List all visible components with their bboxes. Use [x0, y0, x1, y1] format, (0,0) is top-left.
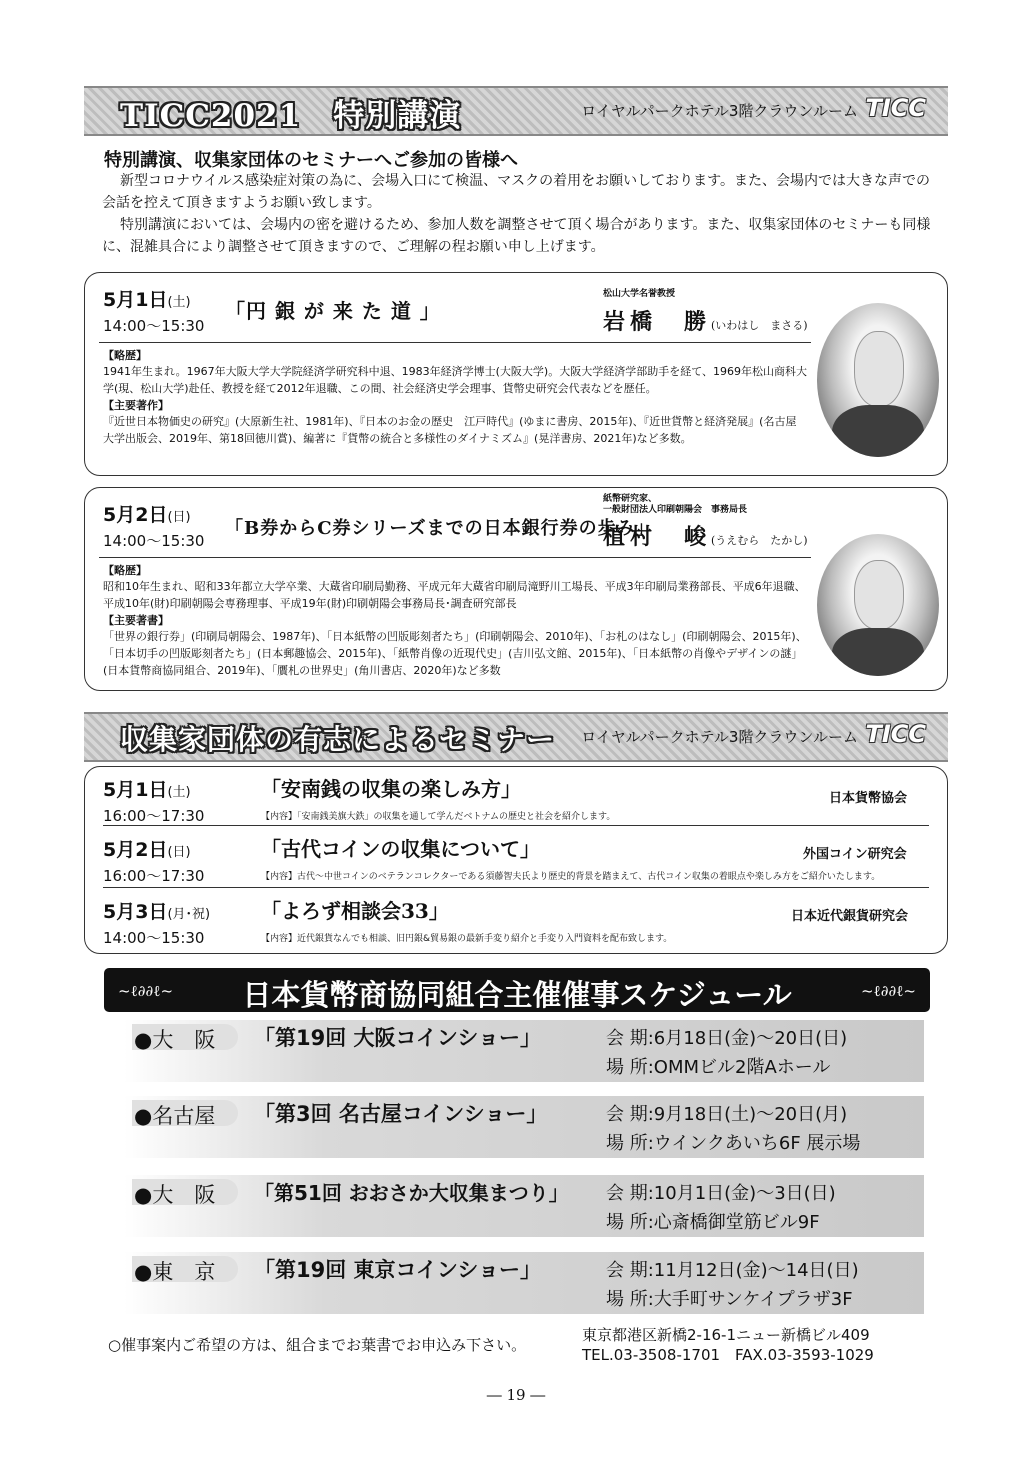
ticc-logo: TICC: [865, 720, 926, 748]
footer-address: 東京都港区新橋2-16-1ニュー新橋ビル409: [582, 1326, 870, 1344]
event-name: 「第3回 名古屋コインショー」: [254, 1102, 548, 1126]
lecture-time: 14:00〜15:30: [103, 317, 205, 335]
event-name: 「第19回 大阪コインショー」: [254, 1026, 541, 1050]
period-value: 11月12日(金)〜14日(日): [653, 1260, 859, 1281]
works-label: 【主要著書】: [103, 614, 169, 627]
seminar-title: 「古代コインの収集について」: [261, 837, 540, 861]
lecture-title: 「円 銀 が 来 た 道 」: [225, 299, 441, 323]
event-row: [124, 1175, 924, 1237]
speaker-reading: (うえむら たかし): [711, 534, 808, 547]
ticc-lecture-banner: [84, 86, 948, 136]
event-period: [606, 1100, 847, 1126]
left-ornament-icon: ~ℓ∂∂ℓ~: [118, 982, 174, 1000]
notice-paragraph-1: 新型コロナウイルス感染症対策の為に、会場入口にて検温、マスクの着用をお願いしております。また、会場内では大きな声での会話を控えて頂きますようお願い致します。: [102, 173, 931, 211]
event-name: 「第51回 おおさか大収集まつり」: [254, 1181, 569, 1205]
lecture-date: [103, 285, 191, 312]
period-value: 9月18日(土)〜20日(月): [653, 1104, 848, 1125]
schedule-title: 日本貨幣商協同組合主催催事スケジュール: [242, 978, 792, 1012]
photo-head: [854, 331, 905, 407]
ticc-logo: TICC: [865, 94, 926, 122]
lecture-card: [84, 272, 948, 476]
seminar-organizer: 日本近代銀貨研究会: [791, 909, 909, 924]
seminar-organizer: 日本貨幣協会: [829, 791, 908, 806]
speaker-name-text: 植村 峻: [603, 524, 712, 550]
works-text: 「世界の銀行券」(印刷局朝陽会、1987年)、「日本紙幣の凹版彫刻者たち」(印刷朝陽会、2010年)、「お札のはなし」(印刷朝陽会、2015年)、「日本切手の凹版彫刻者たち」(日本郵趣協会、2015年)、「紙幣肖像の近現代史」(吉川弘文館、2015年)、「日本紙幣の肖像やデザインの謎」(日本貨幣商協同組合、2019年)、「贋札の世界史」(角川書店、2020年)など多数: [103, 630, 807, 677]
career-text: 1941年生まれ。1967年大阪大学大学院経済学研究科中退、1983年経済学博士(大阪大学)。大阪大学経済学部助手を経て、1969年松山商科大学(現、松山大学)赴任、教授を経て2012年退職、この間、社会経済史学会理事、貨幣史研究会代表などを歴任。: [103, 365, 807, 395]
seminar-date-main: 5月3日: [103, 901, 168, 923]
banner-venue: ロイヤルパークホテル3階クラウンルーム: [581, 102, 858, 120]
event-city: ●大 阪: [132, 1179, 238, 1205]
place-value: 心斎橋御堂筋ビル9F: [653, 1212, 820, 1233]
period-label: 会 期:: [606, 1028, 654, 1049]
seminar-date-main: 5月2日: [103, 839, 168, 861]
speaker-photo: [817, 303, 939, 457]
divider: [103, 825, 929, 826]
seminar-date: [103, 835, 191, 862]
footer-note: ○催事案内ご希望の方は、組合までお葉書でお申込み下さい。: [108, 1336, 527, 1354]
photo-body: [832, 405, 925, 457]
speaker-bio: [103, 562, 807, 679]
seminar-card: [84, 766, 948, 954]
seminar-date: [103, 775, 191, 802]
event-city: ●東 京: [132, 1256, 238, 1282]
event-row: [124, 1096, 924, 1158]
seminar-organizer: 外国コイン研究会: [803, 847, 907, 862]
event-place: [606, 1208, 820, 1234]
seminar-note: 【内容】「安南銭美旗大鉄」の収集を通して学んだベトナムの歴史と社会を紹介します。: [261, 812, 616, 822]
period-label: 会 期:: [606, 1183, 654, 1204]
divider: [99, 557, 811, 558]
event-city: ●大 阪: [132, 1024, 238, 1050]
period-label: 会 期:: [606, 1260, 654, 1281]
speaker-reading: (いわはし まさる): [711, 319, 808, 332]
speaker-affiliation: 紙幣研究家、: [603, 494, 658, 504]
event-period: [606, 1179, 836, 1205]
seminar-time: 16:00〜17:30: [103, 867, 205, 885]
speaker-name-text: 岩橋 勝: [603, 309, 712, 335]
works-text: 『近世日本物価史の研究』(大原新生社、1981年)、『日本のお金の歴史 江戸時代』(ゆまに書房、2015年)、『近世貨幣と経済発展』(名古屋大学出版会、2019年、第18回徳川賞)、編著に『貨幣の統合と多様性のダイナミズム』(晃洋書房、2021年)など多数。: [103, 415, 797, 445]
event-city: ●名古屋: [132, 1100, 238, 1126]
banner-title: TICC2021 特別講演: [120, 98, 462, 134]
notice-paragraph-2: 特別講演においては、会場内の密を避けるため、参加人数を調整させて頂く場合があります。また、収集家団体のセミナーも同様に、混雑具合により調整させて頂きますので、ご理解の程お願い申し上げます。: [102, 217, 931, 255]
seminar-time: 14:00〜15:30: [103, 929, 205, 947]
speaker-affiliation: 松山大学名誉教授: [603, 289, 676, 299]
seminar-date-day: (月･祝): [167, 907, 211, 922]
speaker-photo: [817, 534, 939, 676]
seminar-banner: [84, 712, 948, 762]
divider: [103, 887, 929, 888]
place-label: 場 所:: [606, 1212, 654, 1233]
lecture-date-day: (日): [167, 510, 191, 525]
seminar-time: 16:00〜17:30: [103, 807, 205, 825]
lecture-card: [84, 487, 948, 691]
event-name: 「第19回 東京コインショー」: [254, 1258, 541, 1282]
place-label: 場 所:: [606, 1133, 654, 1154]
lecture-date: [103, 500, 191, 527]
event-period: [606, 1024, 847, 1050]
banner-venue: ロイヤルパークホテル3階クラウンルーム: [581, 728, 858, 746]
seminar-date-day: (日): [167, 845, 191, 860]
lecture-date-day: (土): [167, 295, 191, 310]
seminar-title: 「よろず相談会33」: [261, 899, 449, 923]
career-text: 昭和10年生まれ、昭和33年都立大学卒業、大蔵省印刷局勤務、平成元年大蔵省印刷局滝野川工場長、平成3年印刷局業務部長、平成6年退職、平成10年(財)印刷朝陽会専務理事、平成19年(財)印刷朝陽会事務局長･調査研究部長: [103, 580, 806, 610]
works-label: 【主要著作】: [103, 399, 169, 412]
period-value: 10月1日(金)〜3日(日): [653, 1183, 836, 1204]
event-place: [606, 1053, 830, 1079]
period-label: 会 期:: [606, 1104, 654, 1125]
lecture-date-main: 5月2日: [103, 504, 168, 526]
seminar-date: [103, 897, 210, 924]
schedule-header: [104, 968, 930, 1012]
period-value: 6月18日(金)〜20日(日): [653, 1028, 848, 1049]
seminar-date-main: 5月1日: [103, 779, 168, 801]
seminar-title: 「安南銭の収集の楽しみ方」: [261, 777, 521, 801]
place-label: 場 所:: [606, 1289, 654, 1310]
speaker-name: [603, 520, 808, 551]
photo-head: [854, 560, 905, 630]
seminar-note: 【内容】近代銀貨なんでも相談、旧円銀&貿易銀の最新手変り紹介と手変り入門資料を配布致します。: [261, 934, 673, 944]
footer-contact: TEL.03-3508-1701 FAX.03-3593-1029: [582, 1346, 874, 1364]
place-value: 大手町サンケイプラザ3F: [653, 1289, 853, 1310]
seminar-date-day: (土): [167, 785, 191, 800]
divider: [99, 342, 811, 343]
seminar-note: 【内容】古代〜中世コインのベテランコレクターである須藤智夫氏より歴史的背景を踏まえて、古代コイン収集の着眼点や楽しみ方をご紹介いたします。: [261, 872, 881, 882]
event-row: [124, 1252, 924, 1314]
career-label: 【略歴】: [103, 349, 147, 362]
speaker-affiliation-2: 一般財団法人印刷朝陽会 事務局長: [603, 505, 748, 515]
event-place: [606, 1285, 853, 1311]
event-place: [606, 1129, 860, 1155]
place-label: 場 所:: [606, 1057, 654, 1078]
lecture-time: 14:00〜15:30: [103, 532, 205, 550]
event-period: [606, 1256, 859, 1282]
event-row: [124, 1020, 924, 1082]
lecture-title: 「B券からC券シリーズまでの日本銀行券の歩み」: [225, 518, 655, 539]
career-label: 【略歴】: [103, 564, 147, 577]
notice-heading: 特別講演、収集家団体のセミナーへご参加の皆様へ: [104, 150, 518, 171]
photo-body: [832, 628, 925, 676]
speaker-bio: [103, 347, 807, 447]
page-number: ― 19 ―: [486, 1386, 546, 1404]
speaker-name: [603, 305, 808, 336]
lecture-date-main: 5月1日: [103, 289, 168, 311]
place-value: OMMビル2階Aホール: [653, 1057, 831, 1078]
place-value: ウインクあいち6F 展示場: [653, 1133, 861, 1154]
right-ornament-icon: ~ℓ∂∂ℓ~: [860, 982, 916, 1000]
banner-title: 収集家団体の有志によるセミナー: [120, 723, 556, 756]
